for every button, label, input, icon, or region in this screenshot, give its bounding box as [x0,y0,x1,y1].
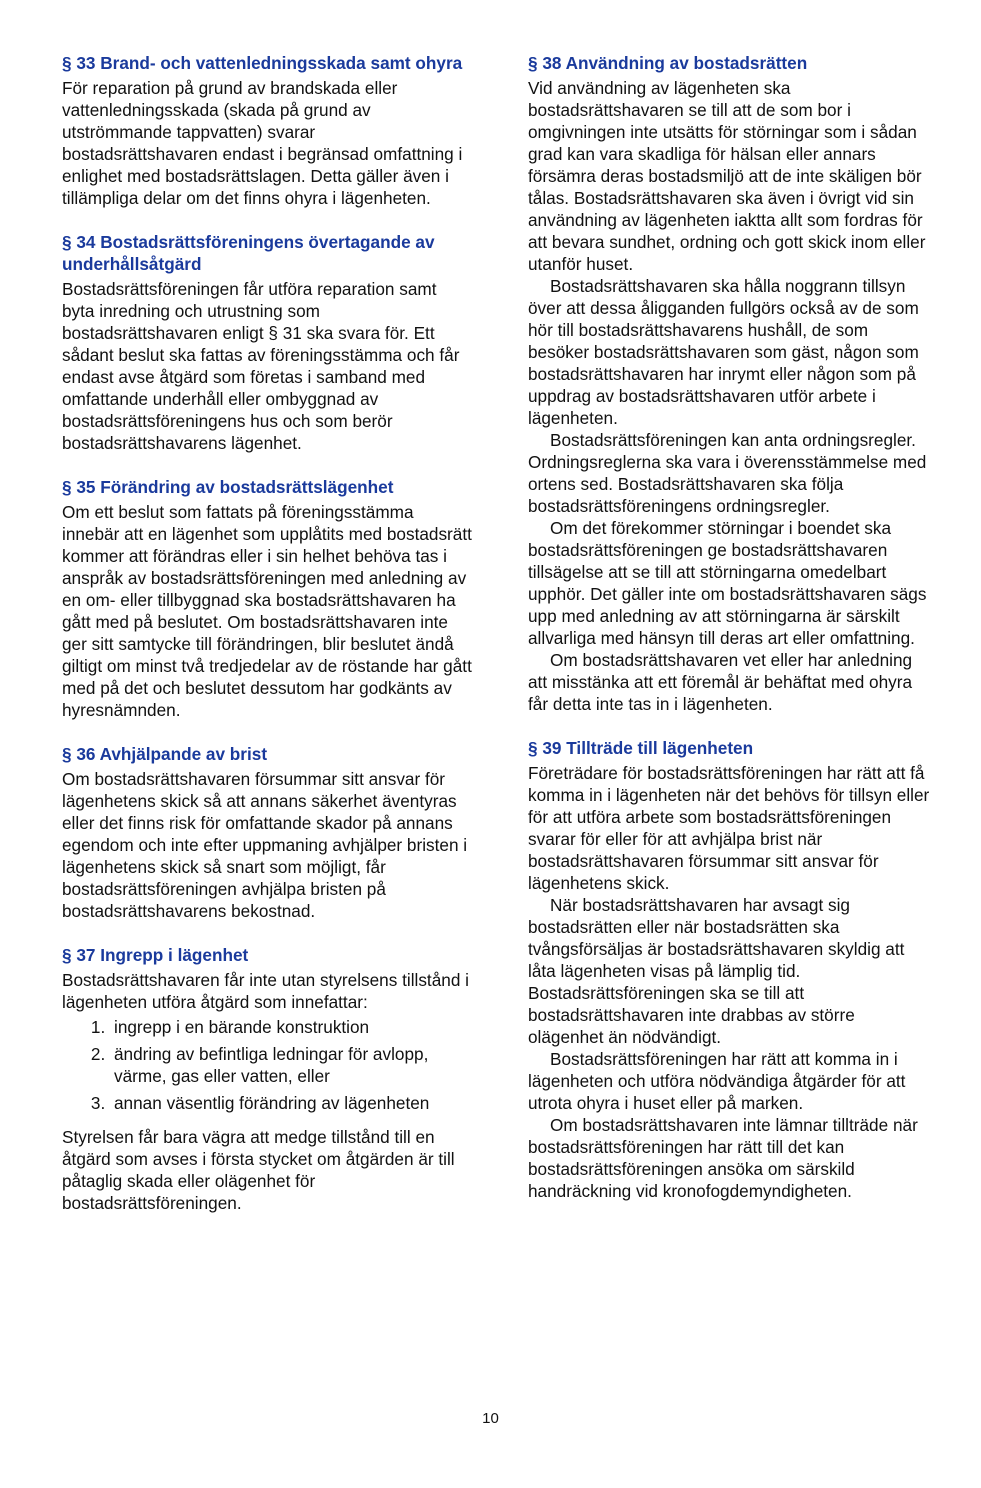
section-paragraph: För reparation på grund av brandskada eller vattenledningsskada (skada på grund av utströmmande tappvatten) svarar bostadsrättshavaren endast i begränsad omfattning i enlighet med bostadsrättslagen. Detta gäller även i tillämpliga delar om det finns ohyra i lägenheten. [62,78,463,208]
section-paragraph: Om det förekommer störningar i boendet ska bostadsrättsföreningen ge bostadsrättshavaren tillsägelse att se till att störningarna omedelbart upphör. Det gäller inte om bostadsrättshavaren sägs upp med anledning av att störningarna är särskilt allvarliga med hänsyn till deras art eller omfattning. [528,518,927,648]
section-paragraph: Företrädare för bostadsrättsföreningen har rätt att få komma in i lägenheten när det behövs för tillsyn eller för att utföra arbete som bostadsrättsföreningen svarar för eller för att avhjälpa brist när bostadsrättshavaren försummar sitt ansvar för lägenhetens skick. [528,763,930,893]
list-item: 3. annan väsentlig förändring av lägenheten [110,1092,472,1114]
section-paragraph: Bostadsrättshavaren ska hålla noggrann tillsyn över att dessa åligganden fullgörs också av de som hör till bostadsrättshavarens hushåll, de som besöker bostadsrättshavaren som gäst, någon som bostadsrättshavaren har inrymt eller någon som på uppdrag av bostadsrättshavaren utför arbete i lägenheten. [528,276,919,428]
section-paragraph: Bostadsrättsföreningen har rätt att komma in i lägenheten och utföra nödvändiga åtgärder för att utrota ohyra i huset eller på marken. [528,1049,906,1113]
section-heading: § 38 Användning av bostadsrätten [528,53,808,73]
section-paragraph: Bostadsrättsföreningen får utföra reparation samt byta inredning och utrustning som bostadsrättshavaren enligt § 31 ska svara för. Ett sådant beslut ska fattas av föreningsstämma och får endast avse åtgärd som företas i samband med omfattande underhåll eller ombyggnad av bostadsrättsföreningens hus och som berör bostadsrättshavarens lägenhet. [62,279,460,453]
numbered-list [62,1016,472,1114]
section-39 [528,737,933,1202]
list-item: 1. ingrepp i en bärande konstruktion [110,1016,472,1038]
section-34 [62,231,472,454]
section-heading: § 35 Förändring av bostadsrättslägenhet [62,477,394,497]
section-paragraph: När bostadsrättshavaren har avsagt sig bostadsrätten eller när bostadsrätten ska tvångsförsäljas är bostadsrättshavaren skyldig att låta lägenheten visas på lämplig tid. Bostadsrättsföreningen ska se till att bostadsrättshavaren inte drabbas av större olägenhet än nödvändigt. [528,895,905,1047]
section-paragraph: Styrelsen får bara vägra att medge tillstånd till en åtgärd som avses i första stycket om åtgärden är till påtaglig skada eller olägenhet för bostadsrättsföreningen. [62,1127,455,1213]
section-heading: § 33 Brand- och vattenledningsskada samt ohyra [62,53,463,73]
section-paragraph: Om bostadsrättshavaren inte lämnar tillträde när bostadsrättsföreningen har rätt till det kan bostadsrättsföreningen ansöka om särskild handräckning vid kronofogdemyndigheten. [528,1115,918,1201]
section-paragraph: Om ett beslut som fattats på föreningsstämma innebär att en lägenhet som upplåtits med bostadsrätt kommer att förändras eller i sin helhet behöva tas i anspråk av bostadsrättsföreningen med anledning av en om- eller tillbyggnad ska bostadsrättshavaren ha gått med på beslutet. Om bostadsrättshavaren inte ger sitt samtycke till förändringen, blir beslutet ändå giltigt om minst två tredjedelar av de röstande har gått med på det och beslutet dessutom har godkänts av hyresnämnden. [62,502,472,720]
right-column [528,52,933,1224]
section-35 [62,476,472,721]
section-paragraph: Vid användning av lägenheten ska bostadsrättshavaren se till att de som bor i omgivningen inte utsätts för störningar som i sådan grad kan vara skadliga för hälsan eller annars försämra deras bostadsmiljö att de inte skäligen bör tålas. Bostadsrättshavaren ska även i övrigt vid sin användning av lägenheten iaktta allt som fordras för att bevara sundhet, ordning och gott skick inom eller utanför huset. [528,78,926,274]
list-item: 2. ändring av befintliga ledningar för avlopp, värme, gas eller vatten, eller [110,1043,472,1087]
page-number: 10 [482,1410,499,1427]
section-33 [62,52,472,209]
section-heading: § 36 Avhjälpande av brist [62,744,268,764]
left-column [62,52,472,1236]
section-paragraph: Bostadsrättsföreningen kan anta ordningsregler. Ordningsreglerna ska vara i överensstämmelse med ortens sed. Bostadsrättshavaren ska följa bostadsrättsföreningens ordningsregler. [528,430,927,516]
section-heading: § 34 Bostadsrättsföreningens övertagande av underhållsåtgärd [62,232,435,274]
section-36 [62,743,472,922]
section-heading: § 39 Tillträde till lägenheten [528,738,754,758]
section-paragraph: Om bostadsrättshavaren vet eller har anledning att misstänka att ett föremål är behäftat med ohyra får detta inte tas in i lägenheten. [528,650,913,714]
section-37 [62,944,472,1214]
section-paragraph: Bostadsrättshavaren får inte utan styrelsens tillstånd i lägenheten utföra åtgärd som innefattar: [62,970,469,1012]
section-heading: § 37 Ingrepp i lägenhet [62,945,249,965]
section-paragraph: Om bostadsrättshavaren försummar sitt ansvar för lägenhetens skick så att annans säkerhet äventyras eller det finns risk för omfattande skador på annans egendom och inte efter uppmaning avhjälper bristen i lägenhetens skick så snart som möjligt, får bostadsrättsföreningen avhjälpa bristen på bostadsrättshavarens bekostnad. [62,769,468,921]
section-38 [528,52,933,715]
